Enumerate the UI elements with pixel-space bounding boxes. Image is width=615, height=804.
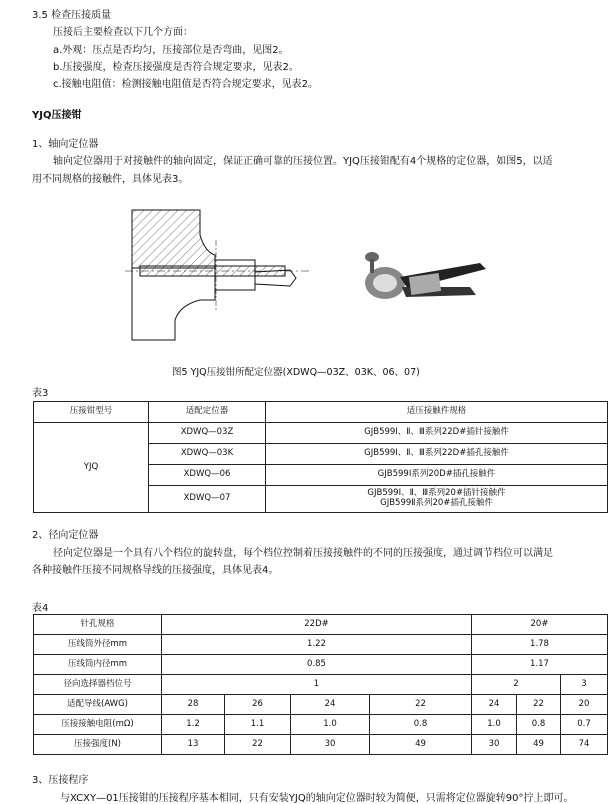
table4-cell: 26: [225, 695, 291, 715]
table4-cell: 22: [517, 695, 561, 715]
table4-cell: 1.2: [162, 715, 225, 735]
procedure-heading: 3、压接程序: [32, 775, 89, 786]
table3-header-locator: 适配定位器: [149, 402, 266, 423]
radial-heading: 2、径向定位器: [32, 530, 99, 541]
radial-paragraph-line1: 径向定位器是一个具有八个档位的旋转盘，每个档位控制着压接接触件的不同的压接强度，通过调节档位可以满足: [53, 548, 553, 559]
table3-locator-cell: XDWQ—06: [149, 465, 266, 486]
table4-cell: 22: [370, 695, 472, 715]
table4-cell: 22: [225, 735, 291, 755]
locator-section-drawing: [120, 200, 320, 350]
table4: [33, 614, 608, 755]
yjq-heading: YJQ压接钳: [32, 110, 82, 121]
table4-cell: 1.0: [291, 715, 370, 735]
section-intro: 压接后主要检查以下几个方面：: [53, 27, 193, 38]
table4-cell: 0.8: [517, 715, 561, 735]
figure5-caption: 图5 YJQ压接钳所配定位器(XDWQ—03Z、03K、06、07): [172, 367, 420, 378]
section-heading: 3.5 检查压接质量: [32, 10, 112, 21]
radial-paragraph-line2: 各种接触件压接不同规格导线的压接强度，具体见表4。: [32, 565, 279, 576]
check-item-a: a.外观：压点是否均匀，压接部位是否弯曲，见图2。: [53, 45, 289, 56]
table4-cell: 0.7: [561, 715, 608, 735]
table4-cell: 0.8: [370, 715, 472, 735]
table4-cell: 30: [472, 735, 517, 755]
table3-header-spec: 适压接触件规格: [266, 402, 608, 423]
table4-row-label: 压线筒内径mm: [34, 655, 162, 675]
table4-row-label: 压接接触电阻(mΩ): [34, 715, 162, 735]
table4-cell: 74: [561, 735, 608, 755]
table4-row-label: 适配导线(AWG): [34, 695, 162, 715]
table4-cell: 24: [291, 695, 370, 715]
table4-cell: 13: [162, 735, 225, 755]
table3-locator-cell: XDWQ—03Z: [149, 423, 266, 444]
table3-locator-cell: XDWQ—07: [149, 486, 266, 513]
table4-cell: 30: [291, 735, 370, 755]
table3-spec-line: GJB599Ⅱ系列20#插孔接触件: [380, 498, 493, 508]
table4-cell: 2: [472, 675, 561, 695]
procedure-paragraph-line1: 与XCXY—01压接钳的压接程序基本相同，只有安装YJQ的轴向定位器时较为简便，只需将定位器旋转90°拧上即可。: [60, 793, 574, 804]
table4-cell: 1.1: [225, 715, 291, 735]
table4-cell: 49: [517, 735, 561, 755]
table4-cell: 24: [472, 695, 517, 715]
table4-cell: 20#: [472, 615, 608, 635]
table4-row-label: 径向选择器档位号: [34, 675, 162, 695]
table3-spec-cell: GJB599Ⅰ、Ⅱ、Ⅲ系列22D#插孔接触件: [266, 444, 608, 465]
table4-cell: 1.22: [162, 635, 472, 655]
table4-cell: 1.0: [472, 715, 517, 735]
axial-paragraph-line2: 用不同规格的接触件，具体见表3。: [32, 174, 189, 185]
table4-cell: 1.78: [472, 635, 608, 655]
table3-locator-cell: XDWQ—03K: [149, 444, 266, 465]
table4-cell: 1: [162, 675, 472, 695]
table3-spec-line: GJB599Ⅰ、Ⅱ、Ⅲ系列20#插针接触件: [367, 488, 506, 499]
table4-cell: 49: [370, 735, 472, 755]
table4-cell: 28: [162, 695, 225, 715]
table4-cell: 22D#: [162, 615, 472, 635]
table4-label: 表4: [32, 603, 49, 614]
axial-heading: 1、轴向定位器: [32, 139, 99, 150]
table4-cell: 20: [561, 695, 608, 715]
axial-paragraph-line1: 轴向定位器用于对接触件的轴向固定，保证正确可靠的压接位置。YJQ压接钳配有4个规格的定位器，如图5，以适: [53, 156, 553, 167]
table3-label: 表3: [32, 388, 49, 399]
table4-cell: 1.17: [472, 655, 608, 675]
table4-row-label: 压线筒外径mm: [34, 635, 162, 655]
table4-cell: 0.85: [162, 655, 472, 675]
table3-spec-cell: GJB599Ⅰ系列20D#插孔接触件: [266, 465, 608, 486]
table4-row-label: 压接强度(N): [34, 735, 162, 755]
table3: [33, 401, 608, 513]
check-item-b: b.压接强度，检查压接强度是否符合规定要求，见表2。: [53, 62, 299, 73]
table3-spec-cell: [266, 486, 608, 513]
check-item-c: c.接触电阻值：检测接触电阻值是否符合规定要求，见表2。: [53, 79, 319, 90]
table3-model-cell: YJQ: [34, 423, 149, 513]
table3-spec-cell: GJB599Ⅰ、Ⅱ、Ⅲ系列22D#插针接触件: [266, 423, 608, 444]
table4-row-label: 针孔规格: [34, 615, 162, 635]
table3-header-model: 压接钳型号: [34, 402, 149, 423]
table4-cell: 3: [561, 675, 608, 695]
crimp-tool-photo: [350, 245, 490, 315]
